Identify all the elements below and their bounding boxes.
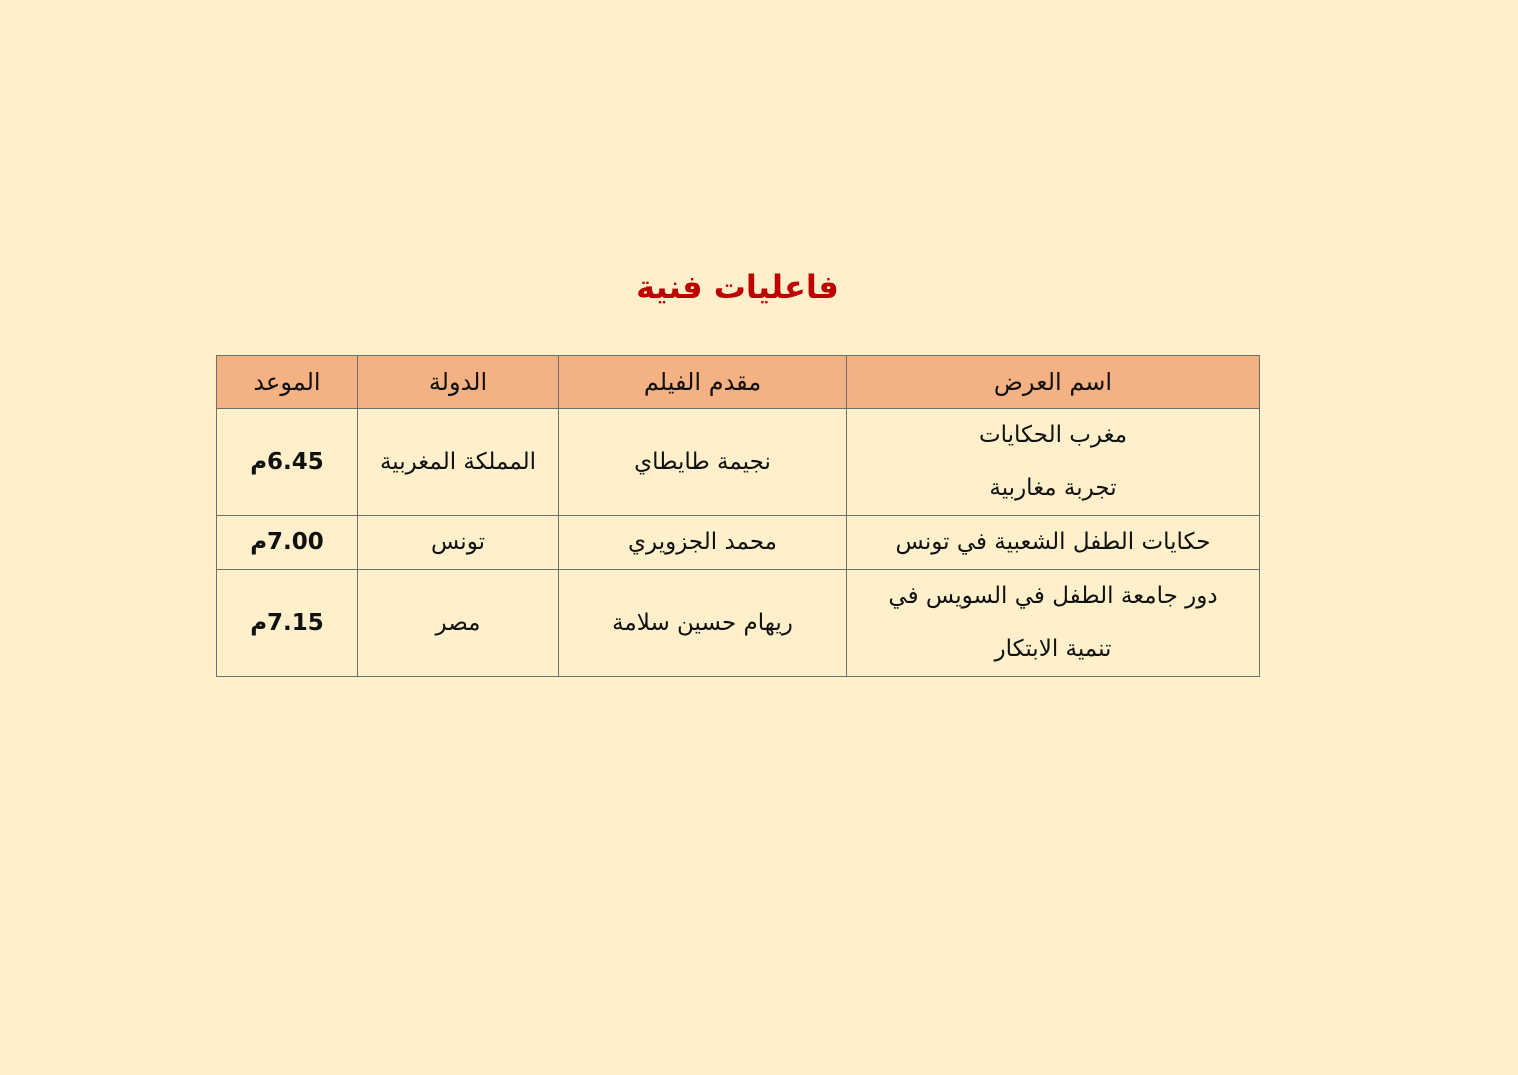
show-name-cell (847, 516, 1260, 570)
header-presenter: مقدم الفيلم (559, 356, 847, 409)
time-cell: 6.45م (217, 409, 358, 516)
time-cell: 7.00م (217, 516, 358, 570)
presenter-cell: محمد الجزويري (559, 516, 847, 570)
header-country: الدولة (358, 356, 559, 409)
show-name-line: مغرب الحكايات (978, 422, 1128, 448)
country-cell: مصر (358, 570, 559, 677)
header-show-name: اسم العرض (847, 356, 1260, 409)
table-row (217, 516, 1260, 570)
show-name-line: تنمية الابتكار (994, 636, 1112, 662)
presenter-cell: ريهام حسين سلامة (559, 570, 847, 677)
country-cell: المملكة المغربية (358, 409, 559, 516)
table-header-row (217, 356, 1260, 409)
table-row (217, 409, 1260, 516)
header-time: الموعد (217, 356, 358, 409)
show-name-cell (847, 570, 1260, 677)
show-name-line: حكايات الطفل الشعبية في تونس (895, 529, 1211, 555)
presenter-cell: نجيمة طايطاي (559, 409, 847, 516)
show-name-line: دور جامعة الطفل في السويس في (888, 583, 1218, 609)
country-cell: تونس (358, 516, 559, 570)
time-cell: 7.15م (217, 570, 358, 677)
show-name-cell (847, 409, 1260, 516)
show-name-line: تجربة مغاربية (989, 475, 1117, 501)
events-table (216, 355, 1260, 677)
table-row (217, 570, 1260, 677)
page-title: فاعليات فنية (636, 268, 839, 306)
